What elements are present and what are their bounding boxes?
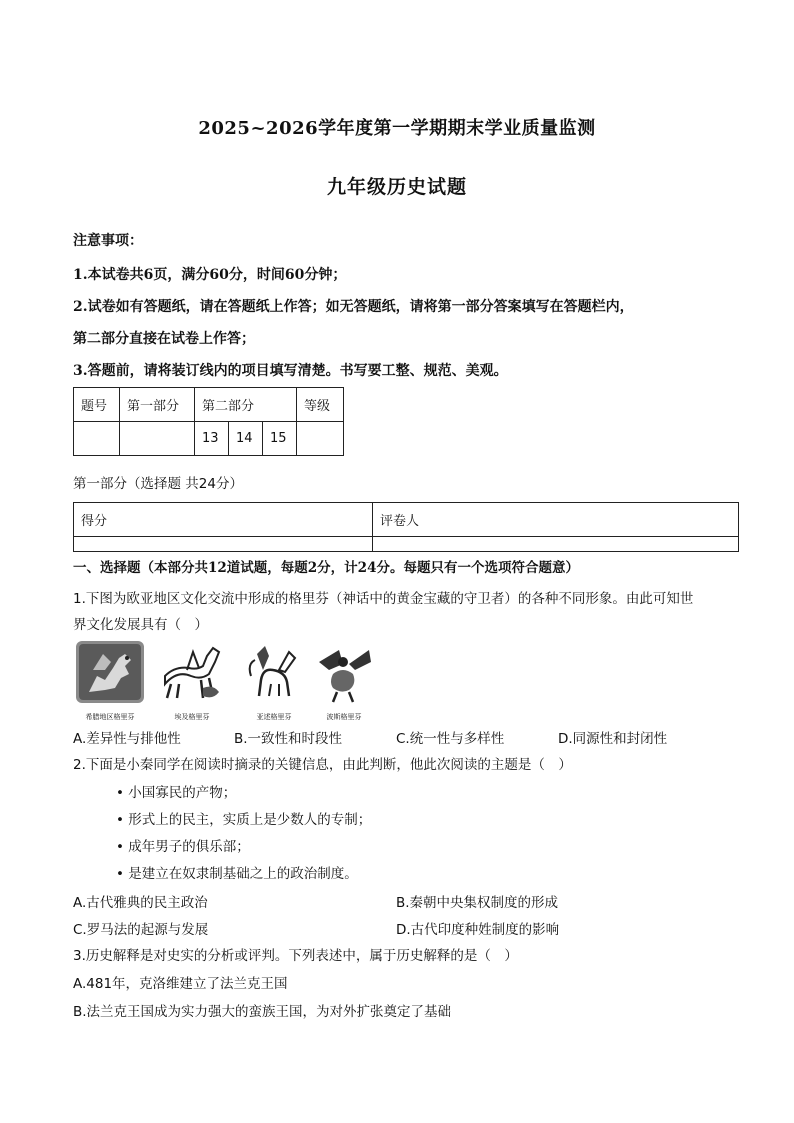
notice-item-2: 2.试卷如有答题纸，请在答题纸上作答；如无答题纸，请将第一部分答案填写在答题栏内， [73,299,634,315]
q2-option-d[interactable]: D.古代印度种姓制度的影响 [396,922,560,938]
notice-item-2-cont: 第二部分直接在试卷上作答； [73,331,255,347]
grade-table [73,387,344,456]
assyria-griffin-image [239,640,309,724]
reviewer-cell[interactable] [373,537,739,552]
grade-cell-q14[interactable]: 14 [229,422,263,456]
grade-cell-level[interactable] [297,422,344,456]
griffin-figures [75,640,375,724]
notice-heading: 注意事项： [73,233,143,249]
q1-stem-line1: 1.下图为欧亚地区文化交流中形成的格里芬（神话中的黄金宝藏的守卫者）的各种不同形象。由此可知世 [73,591,694,607]
persia-griffin-caption: 波斯格里芬 [326,713,362,721]
grade-header-level: 等级 [297,388,344,422]
q2-option-c[interactable]: C.罗马法的起源与发展 [73,922,209,938]
q1-option-a[interactable]: A.差异性与排他性 [73,731,181,747]
score-cell[interactable] [74,537,373,552]
exam-subtitle: 九年级历史试题 [326,176,467,198]
q2-option-b[interactable]: B.秦朝中央集权制度的形成 [396,895,559,911]
q2-stem: 2.下面是小秦同学在阅读时摘录的关键信息，由此判断，他此次阅读的主题是（ ） [73,757,572,773]
assyria-griffin-caption: 亚述格里芬 [256,713,292,721]
q2-option-a[interactable]: A.古代雅典的民主政治 [73,895,208,911]
exam-title: 2025~2026学年度第一学期期末学业质量监测 [198,118,596,139]
grade-cell-q13[interactable]: 13 [195,422,229,456]
q3-stem: 3.历史解释是对史实的分析或评判。下列表述中，属于历史解释的是（ ） [73,948,518,964]
score-table [73,502,739,552]
grade-cell-q15[interactable]: 15 [263,422,297,456]
q2-bullet-1: • 小国寡民的产物； [116,785,237,801]
greek-griffin-caption: 希腊地区格里芬 [85,713,135,721]
q2-bullet-3: • 成年男子的俱乐部； [116,839,250,855]
part1-label: 第一部分（选择题 共24分） [73,476,243,492]
reviewer-label: 评卷人 [373,503,739,537]
section-heading: 一、选择题（本部分共12道试题，每题2分，计24分。每题只有一个选项符合题意） [73,560,579,576]
egypt-griffin-image [157,640,227,724]
grade-cell-blank[interactable] [74,422,120,456]
score-label: 得分 [74,503,373,537]
grade-header-question: 题号 [74,388,120,422]
grade-header-part1: 第一部分 [120,388,195,422]
grade-cell-part1[interactable] [120,422,195,456]
q2-bullet-2: • 形式上的民主，实质上是少数人的专制； [116,812,372,828]
egypt-griffin-caption: 埃及格里芬 [174,713,210,721]
q3-option-a[interactable]: A.481年，克洛维建立了法兰克王国 [73,976,288,992]
q1-option-c[interactable]: C.统一性与多样性 [396,731,505,747]
q1-stem-line2: 界文化发展具有（ ） [73,617,208,633]
q1-option-d[interactable]: D.同源性和封闭性 [558,731,668,747]
q3-option-b[interactable]: B.法兰克王国成为实力强大的蛮族王国，为对外扩张奠定了基础 [73,1004,452,1020]
grade-header-part2: 第二部分 [195,388,297,422]
greek-griffin-image [75,640,145,724]
notice-item-1: 1.本试卷共6页，满分60分，时间60分钟； [73,267,347,283]
q1-option-b[interactable]: B.一致性和时段性 [234,731,343,747]
q2-bullet-4: • 是建立在奴隶制基础之上的政治制度。 [116,866,358,882]
notice-item-3: 3.答题前，请将装订线内的项目填写清楚。书写要工整、规范、美观。 [73,363,508,379]
persia-griffin-image [309,640,379,724]
